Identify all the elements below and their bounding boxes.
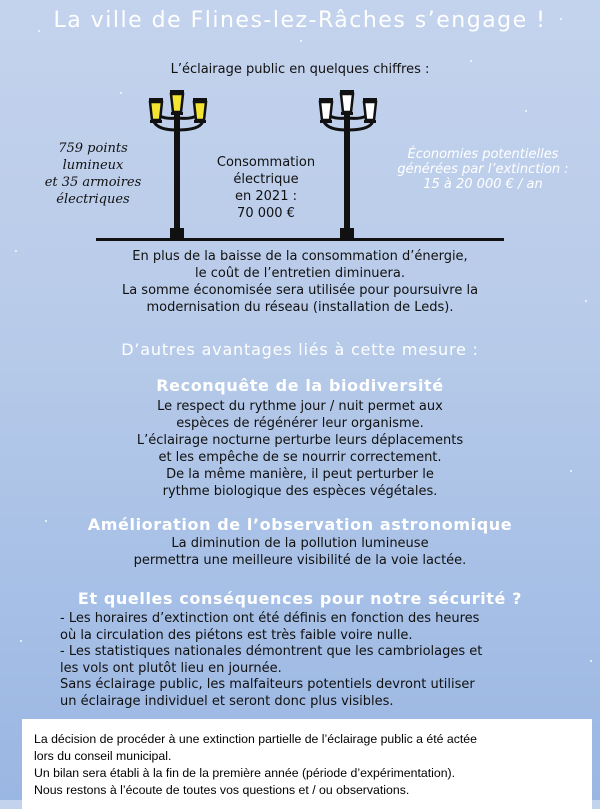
paragraph-line: La somme économisée sera utilisée pour poursuivre la (121, 283, 479, 298)
stat-line: lumineux (62, 158, 124, 173)
stat-line: 70 000 € (237, 206, 295, 221)
stat-savings (378, 147, 588, 192)
stat-consumption (196, 154, 336, 222)
paragraph-line: De la même manière, il peut perturber le (166, 467, 434, 482)
paragraph-line: où la circulation des piétons est très faible voire nulle. (60, 627, 413, 643)
stat-line: Consommation (216, 155, 316, 170)
paragraph-line: - Les horaires d’extinction ont été définis en fonction des heures (60, 611, 480, 626)
paragraph-line: espèces de régénérer leur organisme. (176, 416, 424, 431)
ground-line (96, 238, 504, 241)
advantages-title: D’autres avantages liés à cette mesure : (121, 340, 479, 359)
paragraph-line: Le respect du rythme jour / nuit permet aux (157, 399, 443, 414)
notice-line: Un bilan sera établi à la fin de la première année (période d’expérimentation). (34, 766, 456, 780)
stat-line: électrique (233, 172, 299, 187)
security-text (60, 611, 580, 710)
astronomy-heading: Amélioration de l’observation astronomique (87, 515, 513, 534)
stat-line: électriques (56, 192, 130, 207)
paragraph-line: le coût de l’entretien diminuera. (195, 266, 405, 281)
paragraph-line: rythme biologique des espèces végétales. (162, 484, 438, 499)
notice-line: Nous restons à l’écoute de toutes vos questions et / ou observations. (34, 783, 410, 797)
biodiversity-text (0, 398, 600, 500)
paragraph-line: L’éclairage nocturne perturbe leurs déplacements (136, 433, 464, 448)
stat-line: Économies potentielles (407, 147, 559, 162)
paragraph-line: modernisation du réseau (installation de Leds). (146, 300, 454, 315)
paragraph-line: permettra une meilleure visibilité de la voie lactée. (133, 553, 467, 568)
stat-line: 759 points (58, 141, 128, 156)
paragraph-line: Sans éclairage public, les malfaiteurs potentiels devront utiliser (60, 677, 475, 692)
paragraph-line: et les empêche de se nourrir correctement. (158, 450, 442, 465)
stat-light-points (28, 140, 158, 208)
stat-line: générées par l’extinction : (397, 162, 569, 177)
paragraph-line: - Les statistiques nationales démontrent que les cambriolages et (60, 644, 483, 659)
paragraph-line: En plus de la baisse de la consommation d’énergie, (132, 249, 468, 264)
paragraph-line: les vols ont plutôt lieu en journée. (60, 660, 282, 676)
paragraph-line: La diminution de la pollution lumineuse (171, 536, 429, 551)
notice-line: lors du conseil municipal. (34, 749, 172, 763)
page-title: La ville de Flines-lez-Râches s’engage ! (53, 8, 547, 33)
astronomy-text (0, 535, 600, 569)
savings-paragraph (0, 248, 600, 316)
notice-line: La décision de procéder à une extinction partielle de l’éclairage public a été actée (34, 732, 477, 746)
council-notice-box (22, 719, 592, 809)
intro-text: L’éclairage public en quelques chiffres : (170, 62, 430, 77)
stat-line: et 35 armoires (44, 175, 142, 190)
paragraph-line: un éclairage individuel et seront donc plus visibles. (60, 693, 394, 709)
biodiversity-heading: Reconquête de la biodiversité (156, 376, 444, 395)
stat-line: en 2021 : (235, 189, 297, 204)
stat-line: 15 à 20 000 € / an (423, 177, 543, 192)
security-heading: Et quelles conséquences pour notre sécurité ? (77, 589, 523, 608)
